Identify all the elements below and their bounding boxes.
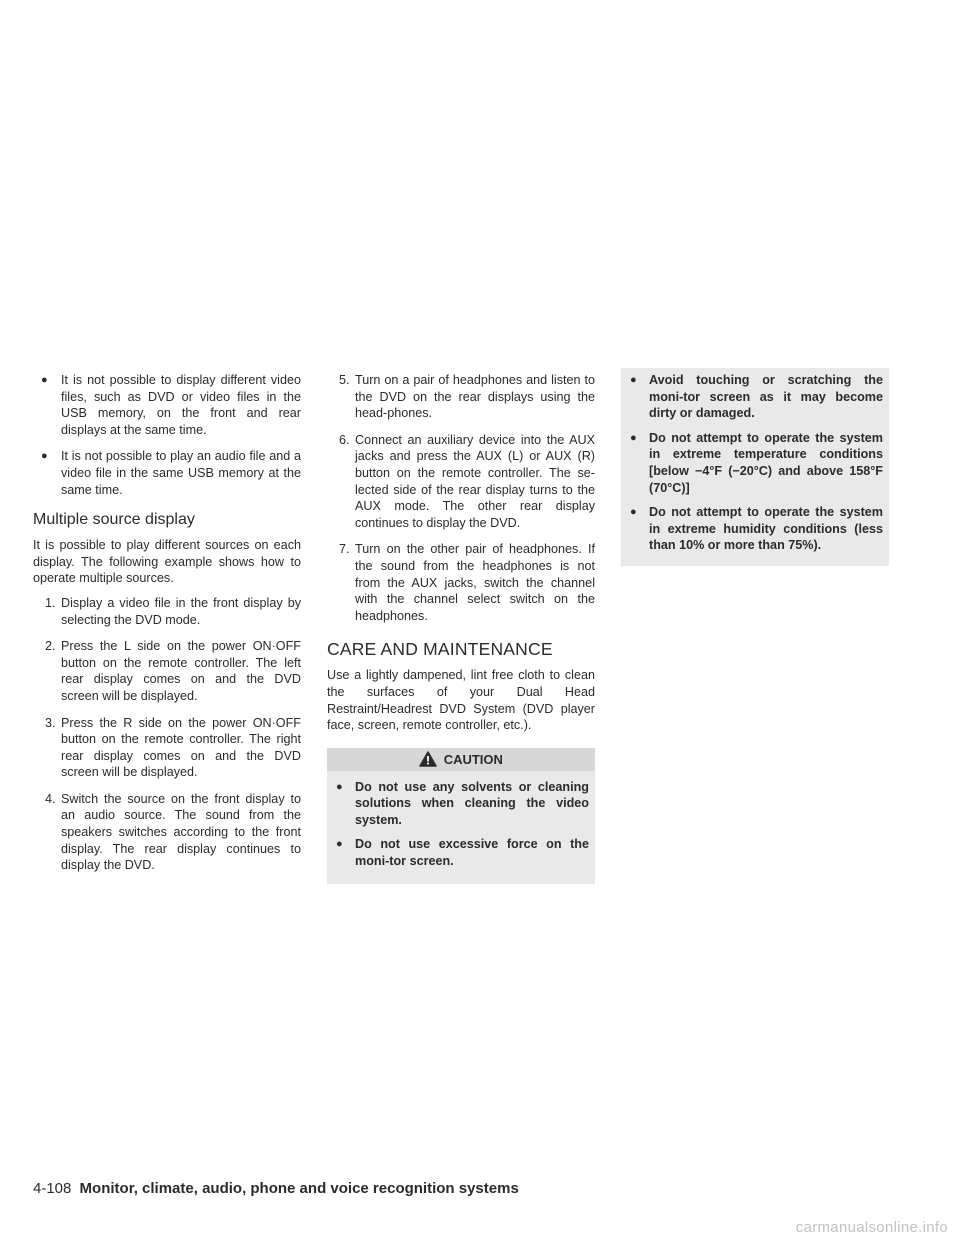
intro-paragraph: It is possible to play different sources on each display. The following example shows how to operate multiple sources.: [33, 538, 301, 586]
bullet-dot-icon: ●: [41, 374, 48, 386]
bullet-dot-icon: ●: [336, 838, 343, 851]
step-item: [33, 791, 301, 874]
step-item: [33, 638, 301, 704]
caution-header: [327, 748, 595, 771]
caution-text: Do not use excessive force on the moni-tor screen.: [355, 837, 589, 869]
step-text: Press the L side on the power ON·OFF button on the remote controller. The left rear display comes on and the DVD screen will be displayed.: [61, 639, 301, 703]
column-1: [33, 372, 301, 884]
bullet-text: It is not possible to display different video files, such as DVD or video files in the USB memory, on the front and rear displays at the same time.: [61, 373, 301, 437]
step-text: Display a video file in the front display by selecting the DVD mode.: [61, 595, 301, 627]
step-text: Turn on the other pair of headphones. If the sound from the headphones is not from the AUX jacks, switch the channel with the channel select switch on the headphones.: [355, 542, 595, 623]
caution-text: Avoid touching or scratching the moni-tor screen as it may become dirty or damaged.: [649, 373, 883, 421]
section-title-care-maintenance: CARE AND MAINTENANCE: [327, 639, 553, 660]
step-item: [327, 541, 595, 624]
step-number: 5.: [339, 373, 350, 387]
watermark: carmanualsonline.info: [795, 1219, 948, 1236]
caution-item: [327, 779, 595, 829]
caution-item: [621, 504, 889, 554]
caution-text: Do not use any solvents or cleaning solutions when cleaning the video system.: [355, 779, 589, 827]
step-number: 3.: [45, 715, 56, 730]
step-number: 6.: [339, 432, 350, 447]
caution-text: Do not attempt to operate the system in extreme humidity conditions (less than 10% or more than 75%).: [649, 505, 883, 553]
caution-text: Do not attempt to operate the system in extreme temperature conditions [below −4°F (−20°C) and above 158°F (70°C)]: [649, 430, 883, 495]
column-3: [621, 372, 889, 566]
caution-box: [327, 748, 595, 884]
bullet-dot-icon: ●: [336, 780, 343, 793]
bullet-item: [33, 448, 301, 498]
caution-continuation-box: [621, 368, 889, 566]
step-item: [327, 432, 595, 532]
page-number: 4-108: [33, 1180, 72, 1197]
step-number: 7.: [339, 542, 350, 557]
bullet-dot-icon: ●: [41, 450, 48, 463]
care-paragraph: Use a lightly dampened, lint free cloth to clean the surfaces of your Dual Head Restraint/Headrest DVD System (DVD player face, screen, remote controller, etc.).: [327, 668, 595, 733]
caution-title: CAUTION: [443, 751, 503, 767]
step-text: Connect an auxiliary device into the AUX jacks and press the AUX (L) or AUX (R) button on the remote controller. The se-lected side of the rear display turns to the AUX mode. The other rear display continues to display the DVD.: [355, 432, 595, 530]
bullet-dot-icon: ●: [630, 506, 637, 519]
step-text: Switch the source on the front display to an audio source. The sound from the speakers switches according to the front display. The rear display continues to display the DVD.: [61, 791, 301, 873]
step-number: 2.: [45, 639, 56, 654]
warning-triangle-icon: [419, 751, 437, 767]
bullet-dot-icon: ●: [630, 431, 637, 444]
bullet-item: [33, 372, 301, 438]
chapter-title: Monitor, climate, audio, phone and voice recognition systems: [79, 1180, 519, 1197]
step-number: 1.: [45, 595, 56, 610]
caution-item: [621, 430, 889, 496]
bullet-dot-icon: ●: [630, 374, 637, 386]
step-text: Turn on a pair of headphones and listen to the DVD on the rear displays using the head-phones.: [355, 373, 595, 421]
step-item: [33, 715, 301, 781]
page-footer: [33, 1179, 519, 1199]
step-text: Press the R side on the power ON·OFF button on the remote controller. The right rear display comes on and the DVD screen will be displayed.: [61, 715, 301, 780]
step-number: 4.: [45, 791, 56, 806]
subheading-multiple-source: Multiple source display: [33, 511, 195, 529]
caution-item: [621, 372, 889, 422]
step-item: [327, 372, 595, 422]
column-2: [327, 372, 595, 884]
bullet-text: It is not possible to play an audio file and a video file in the same USB memory at the same time.: [61, 449, 301, 497]
step-item: [33, 595, 301, 628]
caution-item: [327, 836, 595, 869]
